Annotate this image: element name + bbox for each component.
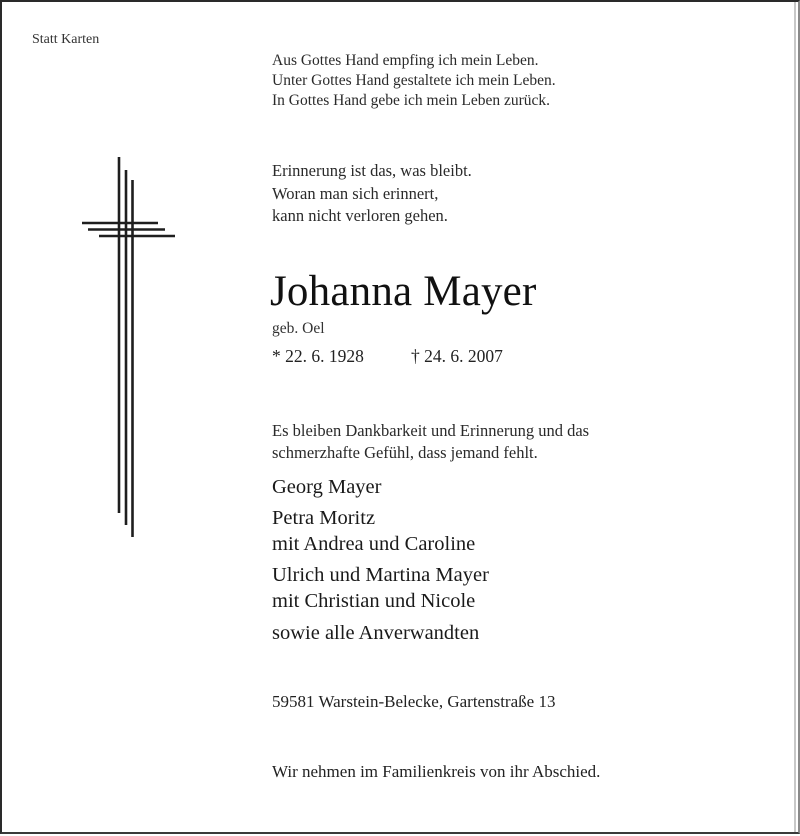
farewell-note: Wir nehmen im Familienkreis von ihr Abschied. (272, 762, 601, 781)
verse-two (272, 160, 472, 228)
verse-two-line: Erinnerung ist das, was bleibt. (272, 161, 472, 180)
mourner-name: Petra Moritz (272, 507, 376, 529)
death-date: † 24. 6. 2007 (411, 346, 503, 366)
verse-one-line: In Gottes Hand gebe ich mein Leben zurück. (272, 92, 551, 109)
verse-one (272, 51, 556, 111)
thanks-line: Es bleiben Dankbarkeit und Erinnerung und das (272, 421, 590, 440)
mourner-name: sowie alle Anverwandten (272, 622, 480, 644)
verse-one-line: Aus Gottes Hand empfing ich mein Leben. (272, 52, 539, 69)
mourner-group (272, 505, 475, 557)
thanks-text (272, 420, 589, 464)
mourner-group (272, 562, 489, 614)
thanks-line: schmerzhafte Gefühl, dass jemand fehlt. (272, 443, 538, 462)
verse-two-line: Woran man sich erinnert, (272, 183, 439, 203)
family-address: 59581 Warstein-Belecke, Gartenstraße 13 (272, 692, 556, 711)
deceased-name: Johanna Mayer (270, 268, 537, 315)
birth-date: * 22. 6. 1928 (272, 346, 364, 366)
mourner-name: mit Andrea und Caroline (272, 533, 476, 555)
header-label: Statt Karten (32, 32, 100, 47)
verse-one-line: Unter Gottes Hand gestaltete ich mein Leben. (272, 72, 556, 89)
mourner-name: Georg Mayer (272, 476, 382, 498)
mourner-name: Ulrich und Martina Mayer (272, 564, 489, 586)
mourner-name: mit Christian und Nicole (272, 590, 476, 612)
mourner-group (272, 474, 382, 500)
maiden-name: geb. Oel (272, 320, 325, 337)
mourner-group (272, 620, 479, 646)
verse-two-line: kann nicht verloren gehen. (272, 206, 448, 225)
